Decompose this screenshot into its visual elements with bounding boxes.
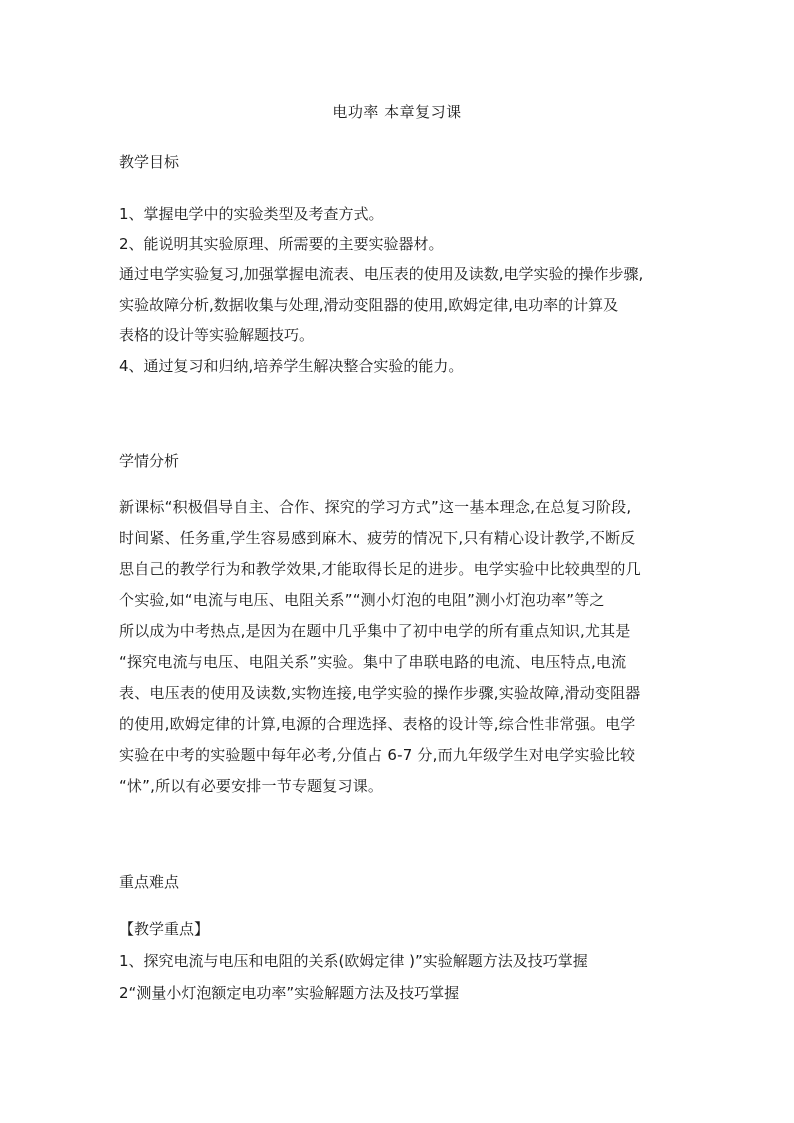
- objectives-line: 4、通过复习和归纳,培养学生解决整合实验的能力。: [119, 357, 464, 375]
- objectives-line: 2、能说明其实验原理、所需要的主要实验器材。: [119, 235, 444, 253]
- objectives-line: 通过电学实验复习,加强掌握电流表、电压表的使用及读数,电学实验的操作步骤,: [119, 265, 644, 283]
- keypoints-line: 1、探究电流与电压和电阻的关系(欧姆定律 )”实验解题方法及技巧掌握: [119, 952, 588, 970]
- analysis-line: 时间紧、任务重,学生容易感到麻木、疲劳的情况下,只有精心设计教学,不断反: [119, 529, 636, 547]
- page-title: 电功率 本章复习课: [332, 103, 462, 121]
- objectives-line: 实验故障分析,数据收集与处理,滑动变阻器的使用,欧姆定律,电功率的计算及: [119, 296, 619, 314]
- analysis-heading: 学情分析: [119, 452, 180, 470]
- analysis-line: “怵”,所以有必要安排一节专题复习课。: [119, 777, 384, 795]
- analysis-line: 新课标“积极倡导自主、合作、探究的学习方式”这一基本理念,在总复习阶段,: [119, 498, 632, 516]
- objectives-heading: 教学目标: [119, 153, 180, 171]
- objectives-line: 表格的设计等实验解题技巧。: [119, 326, 315, 344]
- analysis-line: 表、电压表的使用及读数,实物连接,电学实验的操作步骤,实验故障,滑动变阻器: [119, 684, 641, 702]
- keypoints-line: 2“测量小灯泡额定电功率”实验解题方法及技巧掌握: [119, 984, 460, 1002]
- objectives-line: 1、掌握电学中的实验类型及考查方式。: [119, 205, 384, 223]
- analysis-line: 所以成为中考热点,是因为在题中几乎集中了初中电学的所有重点知识,尤其是: [119, 622, 631, 640]
- analysis-line: “探究电流与电压、电阻关系”实验。集中了串联电路的电流、电压特点,电流: [119, 653, 627, 671]
- analysis-line: 的使用,欧姆定律的计算,电源的合理选择、表格的设计等,综合性非常强。电学: [119, 715, 636, 733]
- keypoints-subheading: 【教学重点】: [119, 920, 210, 938]
- keypoints-heading: 重点难点: [119, 873, 180, 891]
- analysis-line: 思自己的教学行为和教学效果,才能取得长足的进步。电学实验中比较典型的几: [119, 560, 641, 578]
- analysis-line: 个实验,如“电流与电压、电阻关系”“测小灯泡的电阻”测小灯泡功率”等之: [119, 591, 605, 609]
- analysis-line: 实验在中考的实验题中每年必考,分值占 6-7 分,而九年级学生对电学实验比较: [119, 746, 636, 764]
